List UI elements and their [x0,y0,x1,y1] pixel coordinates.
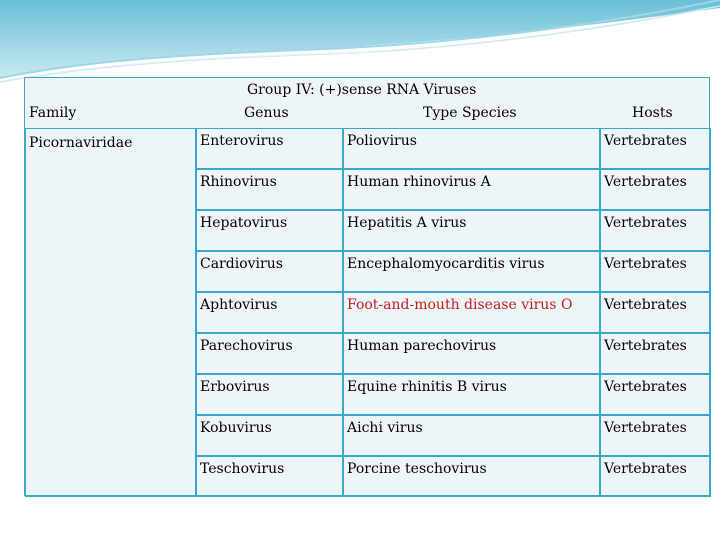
species-cell: Human parechovirus [343,333,600,374]
species-cell: Foot-and-mouth disease virus O [343,292,600,333]
host-cell: Vertebrates [600,333,711,374]
header-hosts: Hosts [632,105,673,121]
header-family: Family [29,105,77,121]
species-cell: Encephalomyocarditis virus [343,251,600,292]
species-cell: Porcine teschovirus [343,456,600,497]
host-cell: Vertebrates [600,374,711,415]
family-cell: Picornaviridae [25,128,196,497]
genus-cell: Enterovirus [196,128,343,169]
header-type-species: Type Species [423,105,517,121]
genus-cell: Aphtovirus [196,292,343,333]
species-cell: Human rhinovirus A [343,169,600,210]
host-cell: Vertebrates [600,292,711,333]
genus-cell: Cardiovirus [196,251,343,292]
host-cell: Vertebrates [600,210,711,251]
host-cell: Vertebrates [600,169,711,210]
species-cell: Poliovirus [343,128,600,169]
species-cell: Equine rhinitis B virus [343,374,600,415]
table-title: Group IV: (+)sense RNA Viruses [247,82,477,98]
species-cell: Hepatitis A virus [343,210,600,251]
genus-cell: Kobuvirus [196,415,343,456]
genus-cell: Parechovirus [196,333,343,374]
header-genus: Genus [244,105,289,121]
genus-cell: Erbovirus [196,374,343,415]
species-cell: Aichi virus [343,415,600,456]
genus-cell: Hepatovirus [196,210,343,251]
host-cell: Vertebrates [600,456,711,497]
host-cell: Vertebrates [600,415,711,456]
virus-table [24,77,710,496]
host-cell: Vertebrates [600,251,711,292]
host-cell: Vertebrates [600,128,711,169]
genus-cell: Rhinovirus [196,169,343,210]
table-header [25,78,711,128]
genus-cell: Teschovirus [196,456,343,497]
